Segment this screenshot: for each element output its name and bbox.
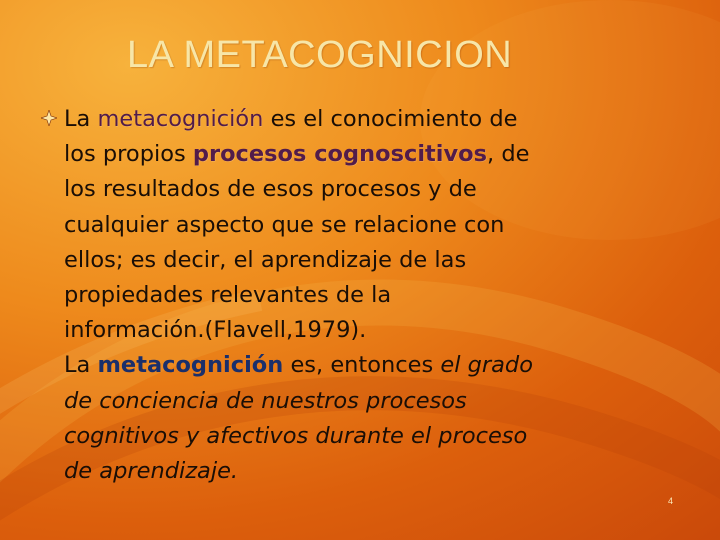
- term-procesos-cognoscitivos: procesos cognoscitivos: [192, 141, 488, 168]
- term-metacognicion: metacognición: [97, 106, 264, 132]
- paragraph-line-6: propiedades relevantes de la: [64, 282, 392, 309]
- paragraph-line-5: ellos; es decir, el aprendizaje de las: [64, 246, 467, 273]
- text-run: los propios: [64, 141, 193, 168]
- text-run: La: [64, 352, 98, 379]
- text-run: La: [64, 106, 98, 132]
- text-run-italic: el grado: [440, 352, 533, 379]
- diamond-star-icon: [41, 110, 57, 126]
- paragraph-line-10: cognitivos y afectivos durante el proceso: [64, 422, 528, 449]
- slide-title: LA METACOGNICION: [127, 34, 513, 76]
- page-number: 4: [668, 496, 674, 506]
- text-run: es el conocimiento de: [263, 106, 518, 132]
- paragraph-line-4: cualquier aspecto que se relacione con: [64, 211, 505, 238]
- paragraph-line-1: [64, 102, 664, 137]
- text-run: es, entonces: [283, 352, 441, 379]
- paragraph-line-9: de conciencia de nuestros procesos: [64, 387, 467, 414]
- bullet-paragraph: [64, 102, 664, 489]
- paragraph-line-7: información.(Flavell,1979).: [64, 317, 367, 344]
- paragraph-line-2: [64, 137, 664, 172]
- paragraph-line-3: los resultados de esos procesos y de: [64, 176, 477, 203]
- text-run: , de: [487, 141, 530, 168]
- paragraph-line-11: de aprendizaje.: [64, 458, 239, 485]
- term-metacognicion-emphasis: metacognición: [97, 352, 284, 379]
- paragraph-line-8: [64, 348, 664, 383]
